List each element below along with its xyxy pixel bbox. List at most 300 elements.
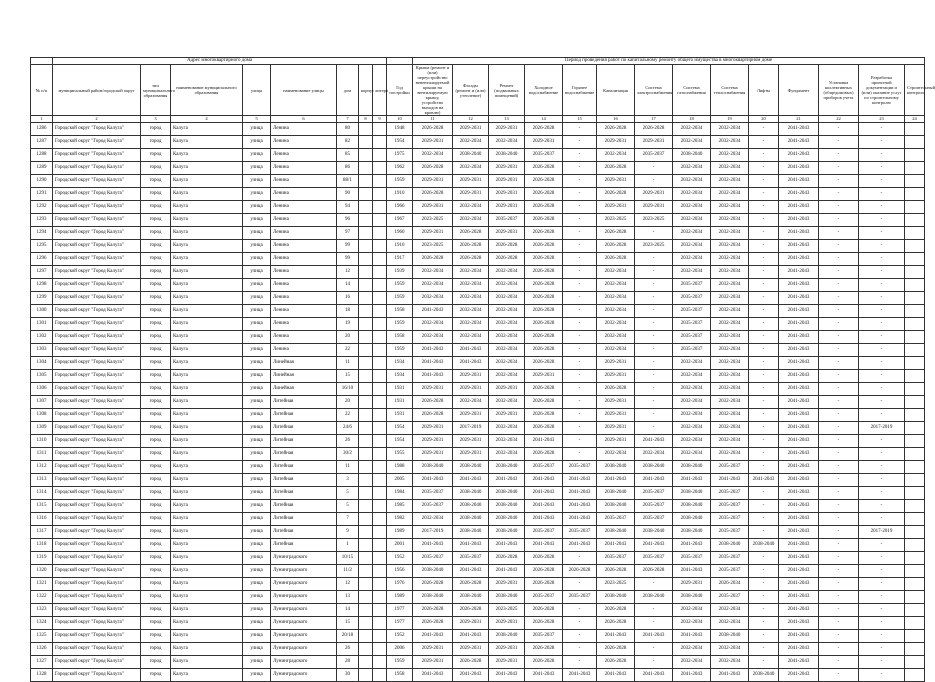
table-cell: 2032-2034 [673, 643, 711, 656]
table-cell: 2029-2031 [489, 201, 525, 214]
table-cell: 2038-2040 [489, 149, 525, 162]
table-cell: Литейная [271, 474, 337, 487]
table-cell: - [819, 123, 859, 136]
table-cell: 2035-2037 [597, 513, 635, 526]
table-cell: - [749, 487, 779, 500]
table-cell: 5 [337, 500, 359, 513]
table-cell: Ленина [271, 266, 337, 279]
column-number: 4 [171, 116, 243, 123]
table-cell: Калуга [171, 318, 243, 331]
table-cell: город [141, 617, 171, 630]
table-cell: 2035-2037 [525, 149, 563, 162]
table-cell: 20 [337, 331, 359, 344]
table-row [31, 500, 925, 513]
table-cell: 2035-2037 [673, 305, 711, 318]
table-cell: улица [243, 422, 271, 435]
table-cell: 2041-2043 [413, 630, 453, 643]
table-cell: 2041-2043 [779, 331, 819, 344]
table-cell: 11 [337, 461, 359, 474]
table-cell: 2029-2031 [597, 370, 635, 383]
table-row [31, 474, 925, 487]
table-cell: Литейная [271, 513, 337, 526]
table-cell [905, 214, 925, 227]
table-cell: 2041-2043 [525, 435, 563, 448]
column-header: Фасады (ремонт и (или) утепление) [453, 65, 489, 116]
table-cell: 2032-2034 [453, 279, 489, 292]
table-cell: - [819, 344, 859, 357]
table-cell: Городской округ "Город Калуга" [53, 448, 141, 461]
table-cell: город [141, 435, 171, 448]
table-cell: 2032-2034 [413, 292, 453, 305]
table-cell: 2032-2034 [673, 227, 711, 240]
column-header: Ремонт (подвальных помещений) [489, 65, 525, 116]
table-cell: 2029-2031 [635, 136, 673, 149]
table-cell: 1301 [31, 318, 53, 331]
table-cell: 2041-2043 [779, 370, 819, 383]
table-cell: - [563, 136, 597, 149]
column-header: муниципальный район/городской округ [53, 65, 141, 116]
table-cell: 2041-2043 [711, 669, 749, 682]
table-cell: 2026-2028 [525, 240, 563, 253]
table-cell: 2038-2040 [749, 539, 779, 552]
table-cell: 2032-2034 [413, 318, 453, 331]
table-cell: Калуга [171, 162, 243, 175]
table-cell: - [859, 188, 905, 201]
table-cell: - [635, 331, 673, 344]
table-cell: 2032-2034 [673, 136, 711, 149]
column-header: улица [243, 65, 271, 116]
table-cell: улица [243, 539, 271, 552]
table-cell: 30 [337, 669, 359, 682]
table-cell: 2032-2034 [711, 136, 749, 149]
table-cell: - [819, 305, 859, 318]
table-cell: 2029-2031 [525, 370, 563, 383]
table-cell [373, 435, 387, 448]
table-cell: 2032-2034 [489, 357, 525, 370]
table-cell [905, 136, 925, 149]
table-cell: 2026-2028 [525, 578, 563, 591]
table-cell: 2035-2037 [563, 461, 597, 474]
table-cell: - [563, 227, 597, 240]
table-cell: - [819, 162, 859, 175]
table-cell: 2017-2019 [413, 526, 453, 539]
table-cell: Городской округ "Город Калуга" [53, 552, 141, 565]
table-cell: - [749, 162, 779, 175]
table-cell [905, 357, 925, 370]
table-cell: улица [243, 331, 271, 344]
group-header-row [31, 58, 925, 65]
table-cell: 2041-2043 [779, 201, 819, 214]
table-cell: Ленина [271, 253, 337, 266]
table-cell: Ленина [271, 214, 337, 227]
table-cell: 2041-2043 [779, 357, 819, 370]
table-cell: 1948 [387, 123, 413, 136]
table-cell: - [749, 123, 779, 136]
table-cell: - [563, 656, 597, 669]
table-cell: Лунинградского [271, 669, 337, 682]
table-cell: - [749, 188, 779, 201]
table-cell: Городской округ "Город Калуга" [53, 331, 141, 344]
table-cell: Ленина [271, 201, 337, 214]
table-cell: Городской округ "Город Калуга" [53, 136, 141, 149]
table-cell: 2041-2043 [489, 539, 525, 552]
table-cell: Городской округ "Город Калуга" [53, 162, 141, 175]
column-number: 20 [749, 116, 779, 123]
column-header: Лифты [749, 65, 779, 116]
table-cell: 2029-2031 [453, 175, 489, 188]
table-cell: - [749, 305, 779, 318]
table-cell: 20/18 [337, 630, 359, 643]
table-cell: 1910 [387, 240, 413, 253]
table-row [31, 292, 925, 305]
table-row [31, 591, 925, 604]
table-cell: - [819, 149, 859, 162]
table-cell: Ленина [271, 344, 337, 357]
table-cell: город [141, 279, 171, 292]
table-cell: 2041-2043 [413, 669, 453, 682]
table-cell [359, 253, 373, 266]
table-cell: - [819, 292, 859, 305]
table-cell: 2029-2031 [673, 578, 711, 591]
table-cell: 2029-2031 [413, 643, 453, 656]
table-row [31, 487, 925, 500]
capital-repair-schedule-table [30, 57, 935, 682]
table-cell [373, 461, 387, 474]
table-cell [373, 123, 387, 136]
table-cell: 2026-2028 [525, 409, 563, 422]
table-cell: 2026-2028 [597, 253, 635, 266]
table-cell: 13 [337, 591, 359, 604]
table-cell: 2041-2043 [673, 669, 711, 682]
table-cell: 2041-2043 [597, 669, 635, 682]
table-row [31, 175, 925, 188]
table-cell: 2035-2037 [489, 214, 525, 227]
table-cell: 2032-2034 [597, 279, 635, 292]
table-cell: Городской округ "Город Калуга" [53, 383, 141, 396]
table-cell: Лунинградского [271, 630, 337, 643]
table-cell: - [819, 383, 859, 396]
column-number: 6 [271, 116, 337, 123]
table-cell [373, 227, 387, 240]
table-cell: 2026-2028 [525, 201, 563, 214]
table-cell: 2026-2028 [525, 188, 563, 201]
table-cell: 2032-2034 [711, 149, 749, 162]
table-cell: улица [243, 396, 271, 409]
table-cell: 2032-2034 [413, 149, 453, 162]
table-cell: 1959 [387, 279, 413, 292]
table-cell: - [859, 240, 905, 253]
table-cell: 2041-2043 [563, 474, 597, 487]
table-cell: Калуга [171, 669, 243, 682]
table-cell: 1958 [387, 331, 413, 344]
table-cell: 2026-2028 [525, 448, 563, 461]
column-header: корпус [359, 65, 373, 116]
table-cell [905, 630, 925, 643]
table-cell: Калуга [171, 357, 243, 370]
table-cell: 2032-2034 [711, 604, 749, 617]
table-cell: 2026-2028 [413, 123, 453, 136]
table-cell: Калуга [171, 552, 243, 565]
table-cell: - [635, 617, 673, 630]
table-cell: Калуга [171, 526, 243, 539]
table-cell: 1289 [31, 162, 53, 175]
table-cell: - [819, 331, 859, 344]
table-cell: 1319 [31, 552, 53, 565]
table-cell: - [819, 487, 859, 500]
table-cell: - [563, 331, 597, 344]
table-cell: 2026-2028 [525, 331, 563, 344]
table-cell: 1931 [387, 396, 413, 409]
table-cell: - [563, 357, 597, 370]
table-cell: 2032-2034 [453, 266, 489, 279]
table-cell: город [141, 175, 171, 188]
table-cell: 2038-2040 [673, 526, 711, 539]
table-cell: 2041-2043 [779, 643, 819, 656]
table-cell: Калуга [171, 123, 243, 136]
table-cell: город [141, 305, 171, 318]
group-header-blank [31, 58, 53, 65]
table-cell: 2038-2040 [597, 500, 635, 513]
table-cell: 86 [337, 162, 359, 175]
table-cell: - [819, 136, 859, 149]
column-header: тип муниципального образования [141, 65, 171, 116]
table-cell [359, 123, 373, 136]
table-cell: 2032-2034 [673, 604, 711, 617]
table-cell: 2035-2037 [673, 331, 711, 344]
table-cell: 2029-2031 [413, 175, 453, 188]
table-cell: 2032-2034 [489, 266, 525, 279]
table-cell: 2035-2037 [413, 500, 453, 513]
column-number: 1 [31, 116, 53, 123]
table-cell [905, 591, 925, 604]
table-cell [905, 318, 925, 331]
table-cell: Калуга [171, 617, 243, 630]
table-cell: 2038-2040 [489, 461, 525, 474]
table-cell: 2038-2040 [673, 513, 711, 526]
table-cell: 2035-2037 [673, 279, 711, 292]
table-cell: 2032-2034 [711, 253, 749, 266]
table-cell: Литейная [271, 539, 337, 552]
table-cell: город [141, 201, 171, 214]
table-cell: 1955 [387, 448, 413, 461]
table-cell: 2026-2028 [525, 266, 563, 279]
table-cell: город [141, 578, 171, 591]
table-cell: - [635, 604, 673, 617]
table-cell: 2029-2031 [453, 370, 489, 383]
table-cell: улица [243, 175, 271, 188]
table-cell: 2032-2034 [711, 266, 749, 279]
table-cell [905, 123, 925, 136]
table-cell [905, 370, 925, 383]
table-cell: 2035-2037 [635, 487, 673, 500]
table-cell: 2029-2031 [489, 409, 525, 422]
table-cell: 2032-2034 [453, 305, 489, 318]
table-cell: 2041-2043 [563, 669, 597, 682]
table-cell: 2041-2043 [413, 370, 453, 383]
column-header: Установка коллективных (общедомовых) приборов учета [819, 65, 859, 116]
table-cell: 2035-2037 [597, 552, 635, 565]
table-cell: Калуга [171, 578, 243, 591]
table-cell: улица [243, 279, 271, 292]
table-cell: 2032-2034 [673, 253, 711, 266]
table-cell: Городской округ "Город Калуга" [53, 266, 141, 279]
table-cell [905, 305, 925, 318]
table-cell: 15 [337, 370, 359, 383]
table-cell: - [635, 305, 673, 318]
table-cell: 2032-2034 [711, 318, 749, 331]
table-cell: город [141, 253, 171, 266]
table-cell: - [819, 539, 859, 552]
table-row [31, 461, 925, 474]
table-cell: 19 [337, 318, 359, 331]
table-cell: 2041-2043 [749, 474, 779, 487]
table-cell: 2029-2031 [489, 643, 525, 656]
table-cell: город [141, 383, 171, 396]
table-cell: 2032-2034 [711, 448, 749, 461]
table-cell: 2041-2043 [779, 123, 819, 136]
table-cell: 2029-2031 [413, 435, 453, 448]
table-cell: 2032-2034 [489, 370, 525, 383]
table-cell: Городской округ "Город Калуга" [53, 461, 141, 474]
table-cell [905, 279, 925, 292]
table-cell: Калуга [171, 136, 243, 149]
table-cell: - [819, 214, 859, 227]
table-cell: - [635, 656, 673, 669]
table-row [31, 539, 925, 552]
table-cell: - [563, 214, 597, 227]
table-cell: город [141, 448, 171, 461]
table-cell: 26 [337, 643, 359, 656]
table-cell: - [819, 201, 859, 214]
table-cell: 2023-2025 [489, 604, 525, 617]
table-cell: 2041-2043 [779, 240, 819, 253]
table-cell: 1939 [387, 266, 413, 279]
table-row [31, 565, 925, 578]
table-cell: 9 [337, 526, 359, 539]
table-cell: - [859, 578, 905, 591]
table-cell: 1294 [31, 227, 53, 240]
table-cell [373, 188, 387, 201]
table-cell: Линейная [271, 383, 337, 396]
table-cell [905, 513, 925, 526]
table-cell: - [749, 253, 779, 266]
table-cell [359, 513, 373, 526]
table-cell: 2041-2043 [597, 630, 635, 643]
table-cell: - [563, 162, 597, 175]
table-cell: Городской округ "Город Калуга" [53, 344, 141, 357]
table-cell: 2017-2019 [453, 422, 489, 435]
table-cell: 2041-2043 [779, 409, 819, 422]
table-row [31, 305, 925, 318]
table-cell: 2038-2040 [489, 526, 525, 539]
table-cell: - [859, 123, 905, 136]
table-cell: 2041-2043 [779, 474, 819, 487]
table-cell: 2029-2031 [413, 448, 453, 461]
table-cell: 2032-2034 [711, 305, 749, 318]
table-cell: - [819, 643, 859, 656]
table-cell: 2038-2040 [635, 526, 673, 539]
table-cell: - [635, 357, 673, 370]
table-cell: 2029-2031 [597, 409, 635, 422]
table-cell: 2032-2034 [453, 292, 489, 305]
table-cell: улица [243, 292, 271, 305]
table-cell: Литейная [271, 435, 337, 448]
table-cell: улица [243, 513, 271, 526]
table-row [31, 162, 925, 175]
table-cell: 2035-2037 [525, 591, 563, 604]
table-cell: 2026-2028 [525, 656, 563, 669]
table-cell: - [859, 214, 905, 227]
column-header: Система газоснабжения [673, 65, 711, 116]
table-cell: 2026-2028 [413, 188, 453, 201]
table-cell: - [563, 409, 597, 422]
table-cell: - [859, 253, 905, 266]
table-cell: Ленина [271, 279, 337, 292]
table-cell: 2041-2043 [779, 630, 819, 643]
table-cell: 2041-2043 [779, 175, 819, 188]
table-cell: - [563, 188, 597, 201]
column-header: Год постройки [387, 65, 413, 116]
table-cell: 1326 [31, 643, 53, 656]
table-cell: 1313 [31, 474, 53, 487]
table-cell: 2041-2043 [525, 513, 563, 526]
table-cell: 2026-2028 [453, 253, 489, 266]
table-row [31, 435, 925, 448]
table-cell [373, 643, 387, 656]
table-cell: 2041-2043 [779, 396, 819, 409]
table-cell: - [859, 643, 905, 656]
table-cell: 1286 [31, 123, 53, 136]
table-cell: 2041-2043 [779, 526, 819, 539]
table-cell: - [819, 240, 859, 253]
table-cell: 2038-2040 [489, 630, 525, 643]
table-cell: 2029-2031 [597, 201, 635, 214]
table-cell: 2026-2028 [635, 123, 673, 136]
table-cell: Калуга [171, 370, 243, 383]
table-cell: 2032-2034 [711, 292, 749, 305]
table-cell: 2001 [387, 539, 413, 552]
table-cell: город [141, 513, 171, 526]
table-cell: 2041-2043 [779, 500, 819, 513]
table-cell: - [749, 344, 779, 357]
column-header: Фундамент [779, 65, 819, 116]
table-cell [905, 565, 925, 578]
column-header: Строительный контроль [905, 65, 925, 116]
table-cell [359, 591, 373, 604]
table-cell: 2041-2043 [779, 318, 819, 331]
table-cell [359, 435, 373, 448]
table-cell: 2026-2028 [597, 188, 635, 201]
table-cell: город [141, 123, 171, 136]
table-cell: 2032-2034 [453, 214, 489, 227]
table-cell: - [859, 487, 905, 500]
table-cell: 2041-2043 [673, 539, 711, 552]
table-row [31, 214, 925, 227]
table-cell [359, 318, 373, 331]
table-cell: Городской округ "Город Калуга" [53, 188, 141, 201]
table-cell: - [819, 552, 859, 565]
table-cell: - [563, 318, 597, 331]
table-cell: 16 [337, 292, 359, 305]
table-row [31, 331, 925, 344]
table-cell: - [635, 266, 673, 279]
table-cell: улица [243, 604, 271, 617]
table-cell: - [563, 201, 597, 214]
table-cell: 2029-2031 [453, 435, 489, 448]
table-cell [905, 175, 925, 188]
table-cell: 26 [337, 435, 359, 448]
table-cell: - [635, 318, 673, 331]
